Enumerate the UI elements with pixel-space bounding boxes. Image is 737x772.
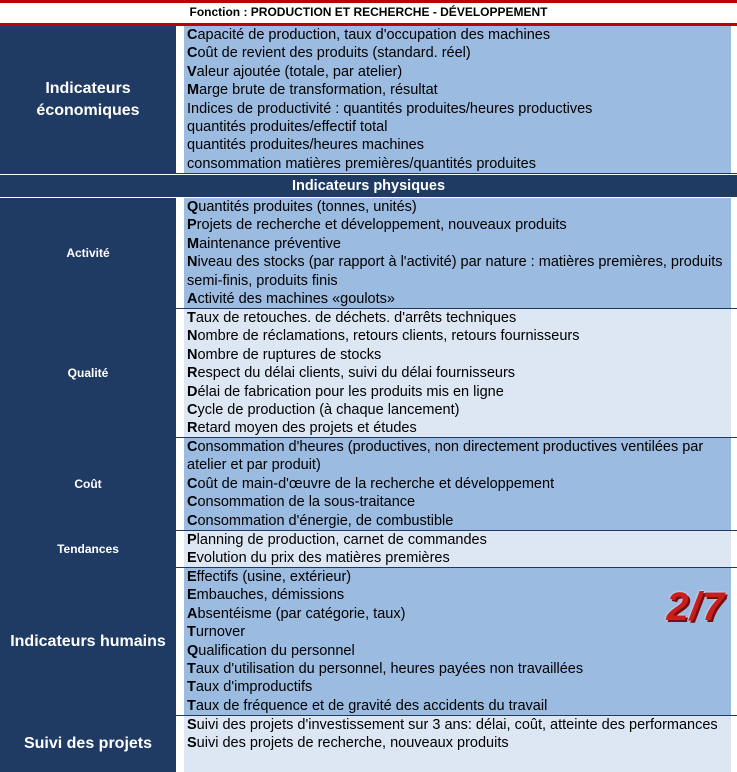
section-trends	[0, 531, 737, 568]
list-item: Capacité de production, taux d'occupation des machines	[187, 27, 551, 43]
section-content-activity	[184, 198, 731, 308]
section-quality	[0, 309, 737, 438]
section-label-activity: Activité	[0, 198, 178, 308]
section-label-economic: Indicateurs économiques	[0, 26, 178, 173]
list-item: Activité des machines «goulots»	[187, 291, 395, 308]
list-item: Absentéisme (par catégorie, taux)	[187, 605, 406, 622]
list-item: Taux de retouches. de déchets. d'arrêts techniques	[187, 310, 517, 326]
list-item: Coût de main-d'œuvre de la recherche et développement	[187, 475, 555, 492]
list-item: Consommation de la sous-traitance	[187, 494, 416, 511]
list-item: Consommation d'heures (productives, non directement productives ventilées par atelier et par produit)	[187, 439, 704, 474]
list-item: Marge brute de transformation, résultat	[187, 82, 438, 99]
list-item: Projets de recherche et développement, nouveaux produits	[187, 217, 567, 234]
list-item: Maintenance préventive	[187, 235, 341, 252]
section-content-human	[184, 568, 731, 715]
section-content-quality	[184, 309, 731, 437]
list-item: Retard moyen des projets et études	[187, 420, 417, 437]
list-item: Consommation d'énergie, de combustible	[187, 512, 454, 529]
section-content-projects	[184, 716, 731, 772]
list-item: Turnover	[187, 624, 246, 641]
section-header-physical: Indicateurs physiques	[0, 175, 737, 197]
section-activity	[0, 198, 737, 309]
section-label-trends: Tendances	[0, 531, 178, 567]
section-label-cost: Coût	[0, 438, 178, 530]
list-item: Valeur ajoutée (totale, par atelier)	[187, 63, 403, 80]
section-label-projects: Suivi des projets	[0, 716, 178, 772]
list-item: Taux d'utilisation du personnel, heures payées non travaillées	[187, 661, 584, 678]
section-human	[0, 568, 737, 716]
list-item: Evolution du prix des matières premières	[187, 550, 450, 567]
list-item: quantités produites/effectif total	[187, 119, 388, 136]
list-item: Suivi des projets de recherche, nouveaux produits	[187, 735, 509, 752]
list-item: Quantités produites (tonnes, unités)	[187, 199, 417, 215]
section-label-human: Indicateurs humains	[0, 568, 178, 715]
list-item: quantités produites/heures machines	[187, 137, 424, 154]
section-projects	[0, 716, 737, 772]
page-marker: 2/7	[666, 585, 725, 629]
section-label-quality: Qualité	[0, 309, 178, 437]
list-item: Suivi des projets d'investissement sur 3 ans: délai, coût, atteinte des performances	[187, 717, 718, 733]
list-item: Effectifs (usine, extérieur)	[187, 569, 352, 585]
list-item: Coût de revient des produits (standard. réel)	[187, 45, 471, 62]
section-economic	[0, 26, 737, 174]
list-item: Taux d'improductifs	[187, 679, 313, 696]
list-item: Planning de production, carnet de commandes	[187, 532, 487, 548]
section-cost	[0, 438, 737, 531]
section-content-cost	[184, 438, 731, 530]
list-item: Cycle de production (à chaque lancement)	[187, 402, 460, 419]
list-item: Niveau des stocks (par rapport à l'activité) par nature : matières premières, produits semi-finis, produits finis	[187, 254, 723, 289]
list-item: Nombre de réclamations, retours clients, retours fournisseurs	[187, 328, 580, 345]
list-item: Délai de fabrication pour les produits mis en ligne	[187, 383, 504, 400]
function-title: Fonction : PRODUCTION ET RECHERCHE - DÉVELOPPEMENT	[189, 5, 548, 19]
list-item: consommation matières premières/quantités produites	[187, 155, 536, 172]
list-item: Indices de productivité : quantités produites/heures productives	[187, 100, 593, 117]
section-content-trends	[184, 531, 731, 567]
list-item: Embauches, démissions	[187, 587, 345, 604]
list-item: Respect du délai clients, suivi du délai fournisseurs	[187, 365, 516, 382]
list-item: Qualification du personnel	[187, 642, 355, 659]
list-item: Taux de fréquence et de gravité des accidents du travail	[187, 697, 548, 714]
section-content-economic	[184, 26, 731, 173]
function-header	[0, 0, 737, 26]
list-item: Nombre de ruptures de stocks	[187, 346, 382, 363]
